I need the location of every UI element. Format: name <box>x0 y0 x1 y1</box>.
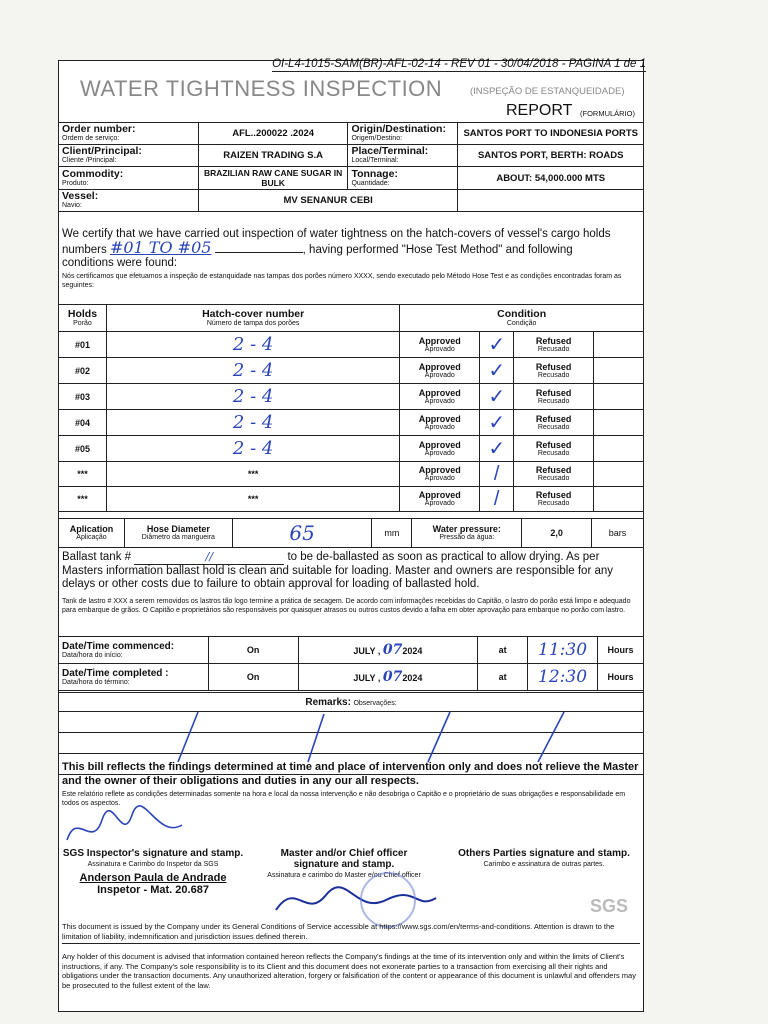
hatch-cover-number: *** <box>106 487 399 512</box>
completed-on: On <box>208 664 298 691</box>
origin-label: Origin/Destination: <box>351 123 446 135</box>
commenced-year: 2024 <box>402 646 423 656</box>
footer-disclaimer: Any holder of this document is advised that information contained hereon reflects the Company's findings at the time of its intervention only and within the limits of Client's instructions, if any. The Company's sole responsibility is to its Client and this document does not exonerate parties to a transaction from exercising all their rights and obligations under the transaction documents. Any unauthorized alteration, forgery or falsification of the content or appearance of this document is unlawful and offenders may be prosecuted to the fullest extent of the law. <box>62 952 636 990</box>
ballast-text-pt: Tank de lastro # XXX a serem removidos os lastros tão logo termine a prática de secagem. De acordo com informações recebidas do Capitão, o lastro do porão está limpo e adequado para embarque de grãos. O Capitão e proprietários são responsáveis por quaisquer atrasos ou outros custos devido a falha em obter aprovação para embarque no porão com lastro. <box>62 598 631 614</box>
approved-label: Approved <box>418 439 461 450</box>
report-title-pt: (INSPEÇÃO DE ESTANQUEIDADE) <box>470 86 625 97</box>
water-pressure-value: 2,0 <box>522 519 592 548</box>
approved-label-pt: Aprovado <box>424 449 455 457</box>
order-label: Order number: <box>62 123 136 135</box>
commenced-hours: Hours <box>598 637 644 664</box>
approved-label: Approved <box>418 387 461 398</box>
approved-label-pt: Aprovado <box>424 397 455 405</box>
hatch-cover-number: 2 - 4 <box>106 410 399 436</box>
refused-mark <box>594 410 644 436</box>
completed-year: 2024 <box>402 673 423 683</box>
approved-mark: / <box>480 462 514 487</box>
vessel-value: MV SENANUR CEBI <box>198 190 458 212</box>
hose-diameter-label-pt: Diâmetro da mangueira <box>141 534 215 541</box>
water-pressure-label: Water pressure: <box>432 524 501 534</box>
refused-label: Refused <box>535 335 572 346</box>
commenced-label: Date/Time commenced: <box>62 640 175 652</box>
tonnage-value: ABOUT: 54,000.000 MTS <box>458 167 644 190</box>
origin-value: SANTOS PORT TO INDONESIA PORTS <box>458 123 644 145</box>
refused-label: Refused <box>535 439 572 450</box>
hatch-cover-number: 2 - 4 <box>106 436 399 462</box>
col-holds: Holds <box>67 308 98 320</box>
place-label-pt: Local/Terminal: <box>351 157 399 164</box>
refused-label: Refused <box>535 361 572 372</box>
refused-mark <box>594 384 644 410</box>
certify-numbers-hand: #01 TO #05 <box>109 238 212 257</box>
hold-number: #02 <box>59 358 107 384</box>
strike-line <box>428 712 450 762</box>
water-pressure-unit: bars <box>592 519 644 548</box>
report-heading: REPORT <box>506 102 573 119</box>
holds-table <box>58 304 644 512</box>
approved-label-pt: Aprovado <box>424 500 455 507</box>
approved-mark: / <box>480 487 514 512</box>
hold-row <box>59 332 644 358</box>
certify-numbers-label: numbers <box>62 244 107 256</box>
report-title: WATER TIGHTNESS INSPECTION <box>80 76 443 101</box>
signature-stroke <box>67 806 182 840</box>
place-label: Place/Terminal: <box>351 145 429 157</box>
refused-label-pt: Recusado <box>537 423 570 431</box>
hold-number: #05 <box>59 436 107 462</box>
refused-mark <box>594 358 644 384</box>
col-holds-pt: Porão <box>73 320 92 327</box>
hatch-cover-number: 2 - 4 <box>106 332 399 358</box>
certify-line3: conditions were found: <box>62 257 178 269</box>
hold-number: #04 <box>59 410 107 436</box>
col-hatch: Hatch-cover number <box>202 308 305 320</box>
sgs-signature-label: SGS Inspector's signature and stamp. <box>62 848 244 859</box>
sgs-inspector-title: Inspetor - Mat. 20.687 <box>97 884 209 896</box>
col-hatch-pt: Número de tampa dos porões <box>206 320 300 327</box>
refused-mark <box>594 332 644 358</box>
hold-row <box>59 487 644 512</box>
strike-line <box>538 712 564 762</box>
hold-number: *** <box>59 462 107 487</box>
ballast-rest: to be de-ballasted as soon as practical to allow drying. As per Masters information ballast hold is clean and suitable for loading. Master and owners are responsible for any delays or other costs due to failure to obtain approval for loading of ballasted hold. <box>62 551 614 590</box>
others-signature-label: Others Parties signature and stamp. <box>458 848 630 859</box>
bill-statement-pt: Este relatório reflete as condições determinadas somente na hora e local da nossa intervenção e não desobriga o Capitão e o proprietário de suas obrigações e responsabilidade em todos os aspectos. <box>62 791 626 807</box>
commodity-value: BRAZILIAN RAW CANE SUGAR IN BULK <box>198 167 348 190</box>
application-label: Aplication <box>69 524 114 534</box>
master-signature-label: Master and/or Chief officer signature and stamp. <box>280 848 408 870</box>
refused-label-pt: Recusado <box>537 397 570 405</box>
certify-line2-rest: , having performed "Hose Test Method" and following <box>302 244 573 256</box>
hold-number: *** <box>59 487 107 512</box>
hold-row <box>59 384 644 410</box>
client-label-pt: Cliente /Principal: <box>62 157 117 164</box>
report-heading-pt: (FORMULÁRIO) <box>580 109 635 118</box>
tonnage-label: Tonnage: <box>351 167 398 180</box>
order-value: AFL..200022 .2024 <box>198 123 348 145</box>
commenced-time: 11:30 <box>528 637 598 664</box>
refused-label-pt: Recusado <box>537 345 570 353</box>
ballast-text <box>62 550 640 592</box>
ballast-hand: // <box>134 550 284 565</box>
certification-text-pt: Nós certificamos que efetuamos a inspeção de estanquidade nas tampas dos porões número XXXX, sendo executado pelo Método Hose Test e as condições encontradas foram as seguintes: <box>62 273 622 289</box>
sgs-watermark-logo: SGS <box>590 896 629 916</box>
commenced-at: at <box>478 637 528 664</box>
approved-label: Approved <box>418 335 461 346</box>
completed-time: 12:30 <box>528 664 598 691</box>
certification-text <box>62 228 640 270</box>
refused-label-pt: Recusado <box>537 500 570 507</box>
remarks-label: Remarks: <box>305 696 351 708</box>
hatch-cover-number: 2 - 4 <box>106 384 399 410</box>
approved-mark: ✓ <box>480 410 514 436</box>
sgs-inspector-name: Anderson Paula de Andrade <box>79 872 227 884</box>
sgs-signature-label-pt: Assinatura e Carimbo do Inspetor da SGS <box>87 861 219 868</box>
completed-label-pt: Data/hora do término: <box>62 678 130 686</box>
refused-mark <box>594 436 644 462</box>
approved-mark: ✓ <box>480 384 514 410</box>
order-label-pt: Ordem de serviço: <box>62 135 120 142</box>
vessel-label-pt: Navio: <box>62 202 82 209</box>
completed-day: 07 <box>382 669 403 685</box>
completed-label: Date/Time completed : <box>62 667 169 679</box>
hold-number: #01 <box>59 332 107 358</box>
approved-label: Approved <box>418 490 461 500</box>
datetime-table <box>58 636 644 691</box>
refused-label-pt: Recusado <box>537 475 570 482</box>
vessel-stamp <box>360 872 416 928</box>
certify-line1: We certify that we have carried out inspection of water tightness on the hatch-covers of vessel's cargo holds <box>62 228 611 240</box>
place-value: SANTOS PORT, BERTH: ROADS <box>458 145 644 167</box>
refused-label-pt: Recusado <box>537 371 570 379</box>
master-signature-label-pt: Assinatura e carimbo do Master e/ou Chief officer <box>267 872 421 879</box>
approved-label: Approved <box>418 465 461 475</box>
completed-at: at <box>478 664 528 691</box>
refused-label-pt: Recusado <box>537 449 570 457</box>
client-value: RAIZEN TRADING S.A <box>198 145 348 167</box>
refused-label: Refused <box>535 465 572 475</box>
hold-row <box>59 358 644 384</box>
strike-line <box>308 714 324 762</box>
strike-line <box>178 712 198 762</box>
origin-label-pt: Origem/Destino: <box>351 135 403 142</box>
refused-label: Refused <box>535 387 572 398</box>
application-table <box>58 518 644 548</box>
bill-statement: This bill reflects the findings determined at time and place of intervention only and does not relieve the Master and the owner of their obligations and duties in any our all respects. <box>62 761 639 787</box>
master-signature-scribble <box>266 880 446 924</box>
hose-diameter-value: 65 <box>232 519 372 548</box>
refused-label: Refused <box>535 490 572 500</box>
commenced-day: 07 <box>382 642 403 658</box>
hold-row <box>59 462 644 487</box>
approved-label: Approved <box>418 361 461 372</box>
commenced-on: On <box>208 637 298 664</box>
commenced-month: JULY , <box>353 646 381 656</box>
inspector-signature-scribble <box>62 800 192 856</box>
hatch-cover-number: *** <box>106 462 399 487</box>
approved-label-pt: Aprovado <box>424 371 455 379</box>
col-condition-pt: Condição <box>506 320 537 327</box>
approved-mark: ✓ <box>480 332 514 358</box>
ballast-prefix: Ballast tank # <box>62 551 132 563</box>
hose-diameter-label: Hose Diameter <box>146 524 210 534</box>
remarks-strike-lines <box>58 708 644 764</box>
approved-mark: ✓ <box>480 436 514 462</box>
hold-row <box>59 410 644 436</box>
commodity-label: Commodity: <box>62 167 124 180</box>
client-label: Client/Principal: <box>62 145 142 157</box>
hatch-cover-number: 2 - 4 <box>106 358 399 384</box>
application-label-pt: Aplicação <box>76 534 107 541</box>
col-condition: Condition <box>497 308 547 320</box>
completed-hours: Hours <box>598 664 644 691</box>
approved-mark: ✓ <box>480 358 514 384</box>
hose-diameter-unit: mm <box>372 519 412 548</box>
commenced-label-pt: Data/hora do início: <box>62 651 123 659</box>
hold-number: #03 <box>59 384 107 410</box>
refused-mark <box>594 462 644 487</box>
refused-mark <box>594 487 644 512</box>
header-table <box>58 122 644 212</box>
commodity-label-pt: Produto: <box>62 179 89 187</box>
water-pressure-label-pt: Pressão da água: <box>439 534 495 541</box>
remarks-label-pt: Observações: <box>353 699 397 707</box>
footer-terms: This document is issued by the Company under its General Conditions of Service accessible at https://www.sgs.com/en/terms-and-conditions. Attention is drawn to the limitation of liability, indemnification and jurisdiction issues defined therein. <box>62 922 640 944</box>
tonnage-label-pt: Quantidade: <box>351 179 390 187</box>
document-code: OI-L4-1015-SAM(BR)-AFL-02-14 - REV 01 - 30/04/2018 - PAGINA 1 de 1 <box>272 58 646 70</box>
approved-label-pt: Aprovado <box>424 345 455 353</box>
vessel-label: Vessel: <box>62 190 99 202</box>
refused-label: Refused <box>535 413 572 424</box>
approved-label-pt: Aprovado <box>424 423 455 431</box>
approved-label: Approved <box>418 413 461 424</box>
others-signature-label-pt: Carimbo e assinatura de outras partes. <box>483 861 605 868</box>
approved-label-pt: Aprovado <box>424 475 455 482</box>
hold-row <box>59 436 644 462</box>
completed-month: JULY , <box>353 673 381 683</box>
